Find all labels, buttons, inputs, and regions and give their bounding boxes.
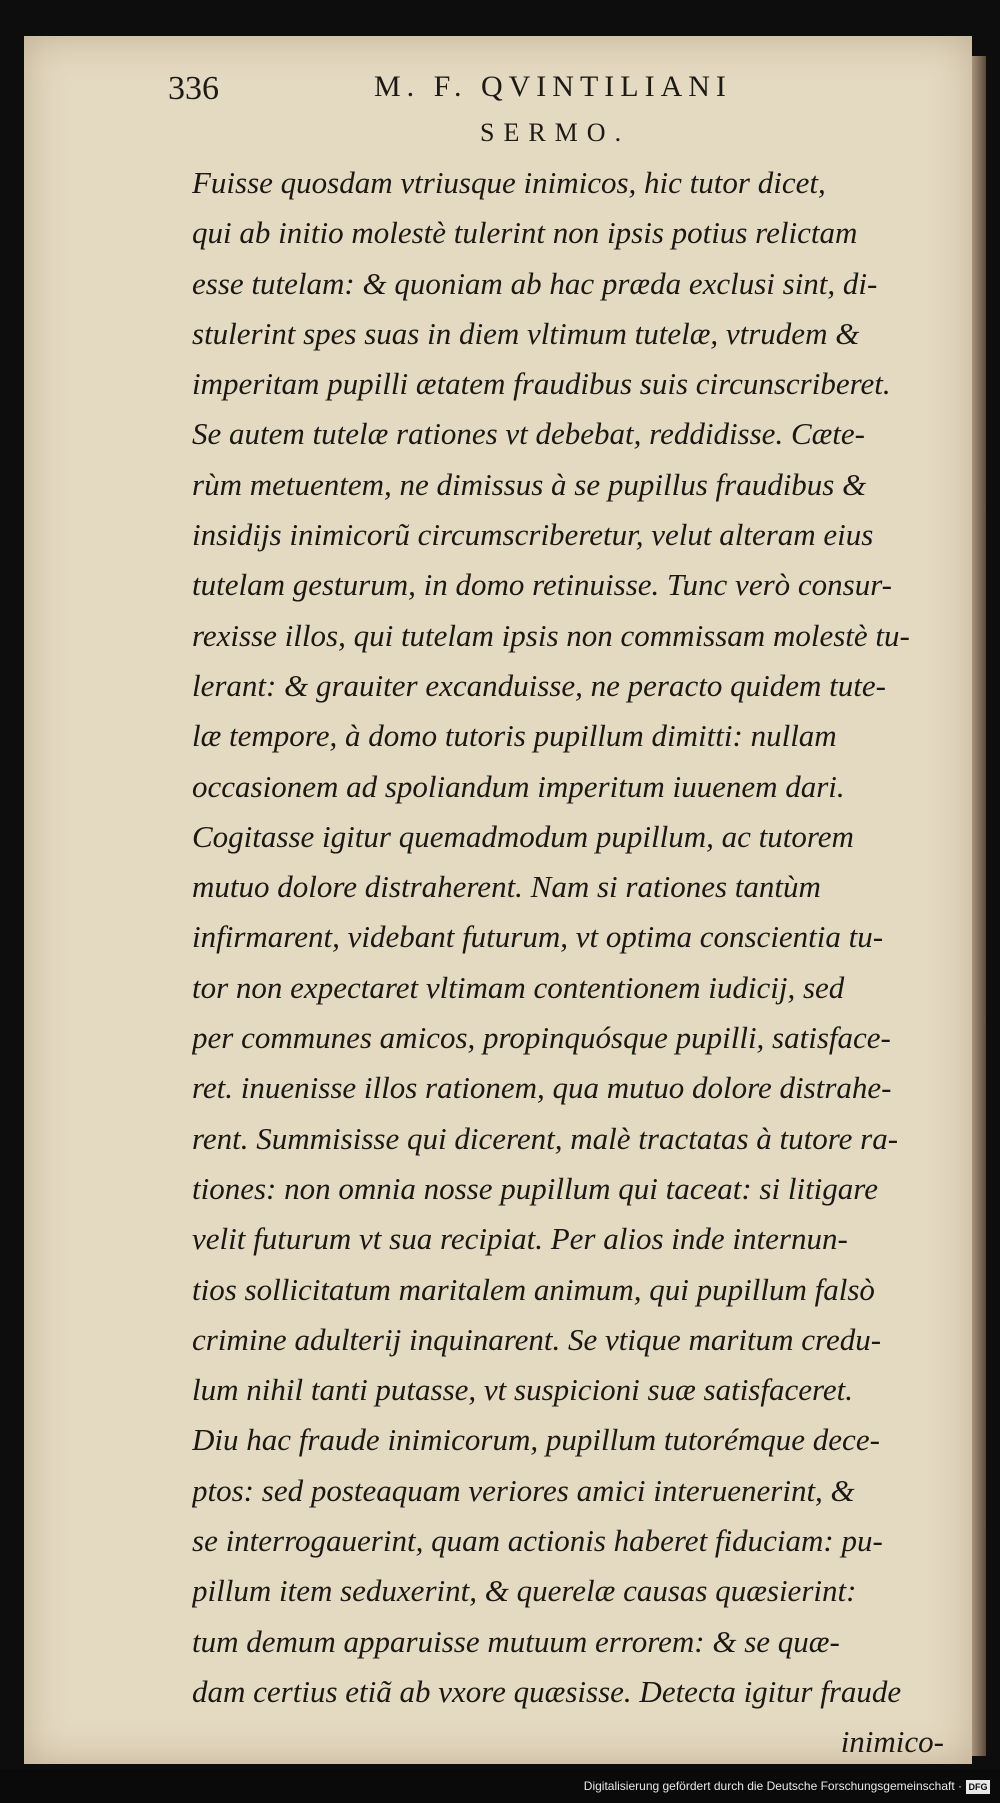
text-line: imperitam pupilli ætatem fraudibus suis circunscriberet. <box>192 366 891 402</box>
text-line: se interrogauerint, quam actionis haberet fiduciam: pu- <box>192 1523 883 1559</box>
text-line: pillum item seduxerint, & querelæ causas quæsierint: <box>192 1573 857 1609</box>
text-line: crimine adulterij inquinarent. Se vtique maritum credu- <box>192 1321 882 1357</box>
page-number: 336 <box>168 70 219 107</box>
body-text <box>192 158 944 1768</box>
text-line: per communes amicos, propinquósque pupilli, satisface- <box>192 1020 891 1056</box>
text-line: rexisse illos, qui tutelam ipsis non commissam molestè tu- <box>192 617 910 653</box>
funding-credit: Digitalisierung gefördert durch die Deutsche Forschungsgemeinschaft · <box>583 1779 962 1793</box>
text-line: esse tutelam: & quoniam ab hac præda exclusi sint, di- <box>192 265 878 301</box>
text-line: tios sollicitatum maritalem animum, qui pupillum falsò <box>192 1271 875 1307</box>
page-edge <box>972 56 986 1756</box>
text-line: tor non expectaret vltimam contentionem iudicij, sed <box>192 969 845 1005</box>
dfg-logo-icon: DFG <box>966 1780 990 1794</box>
text-line: qui ab initio molestè tulerint non ipsis potius relictam <box>192 215 858 251</box>
text-line: rent. Summisisse qui dicerent, malè tractatas à tutore ra- <box>192 1120 899 1156</box>
text-line: stulerint spes suas in diem vltimum tutelæ, vtrudem & <box>192 315 860 351</box>
catchword: inimico- <box>840 1724 944 1760</box>
text-line: dam certius etiã ab vxore quæsisse. Detecta igitur fraude <box>192 1673 902 1709</box>
text-line: tutelam gesturum, in domo retinuisse. Tunc verò consur- <box>192 567 892 603</box>
text-line: læ tempore, à domo tutoris pupillum dimitti: nullam <box>192 718 837 754</box>
text-line: ptos: sed posteaquam veriores amici interuenerint, & <box>192 1472 855 1508</box>
text-line: lerant: & grauiter excanduisse, ne peracto quidem tute- <box>192 667 886 703</box>
footer-bar <box>0 1769 1000 1803</box>
text-line: tum demum apparuisse mutuum errorem: & se quæ- <box>192 1623 840 1659</box>
text-line: insidijs inimicorũ circumscriberetur, velut alteram eius <box>192 517 874 553</box>
text-line: lum nihil tanti putasse, vt suspicioni suæ satisfaceret. <box>192 1372 854 1408</box>
text-line: ret. inuenisse illos rationem, qua mutuo dolore distrahe- <box>192 1070 892 1106</box>
text-line: infirmarent, videbant futurum, vt optima conscientia tu- <box>192 919 884 955</box>
text-line: Cogitasse igitur quemadmodum pupillum, ac tutorem <box>192 818 854 854</box>
text-line: mutuo dolore distraherent. Nam si rationes tantùm <box>192 869 821 905</box>
text-line: Diu hac fraude inimicorum, pupillum tutorémque dece- <box>192 1422 880 1458</box>
text-line: Se autem tutelæ rationes vt debebat, reddidisse. Cæte- <box>192 416 865 452</box>
text-line: occasionem ad spoliandum imperitum iuuenem dari. <box>192 768 845 804</box>
text-line: tiones: non omnia nosse pupillum qui taceat: si litigare <box>192 1170 878 1206</box>
text-line: Fuisse quosdam vtriusque inimicos, hic tutor dicet, <box>192 165 826 200</box>
text-line: velit futurum vt sua recipiat. Per alios inde internun- <box>192 1221 848 1257</box>
running-title: M. F. QVINTILIANI <box>374 70 732 103</box>
text-line: rùm metuentem, ne dimissus à se pupillus fraudibus & <box>192 466 867 502</box>
section-heading: SERMO. <box>480 118 631 147</box>
